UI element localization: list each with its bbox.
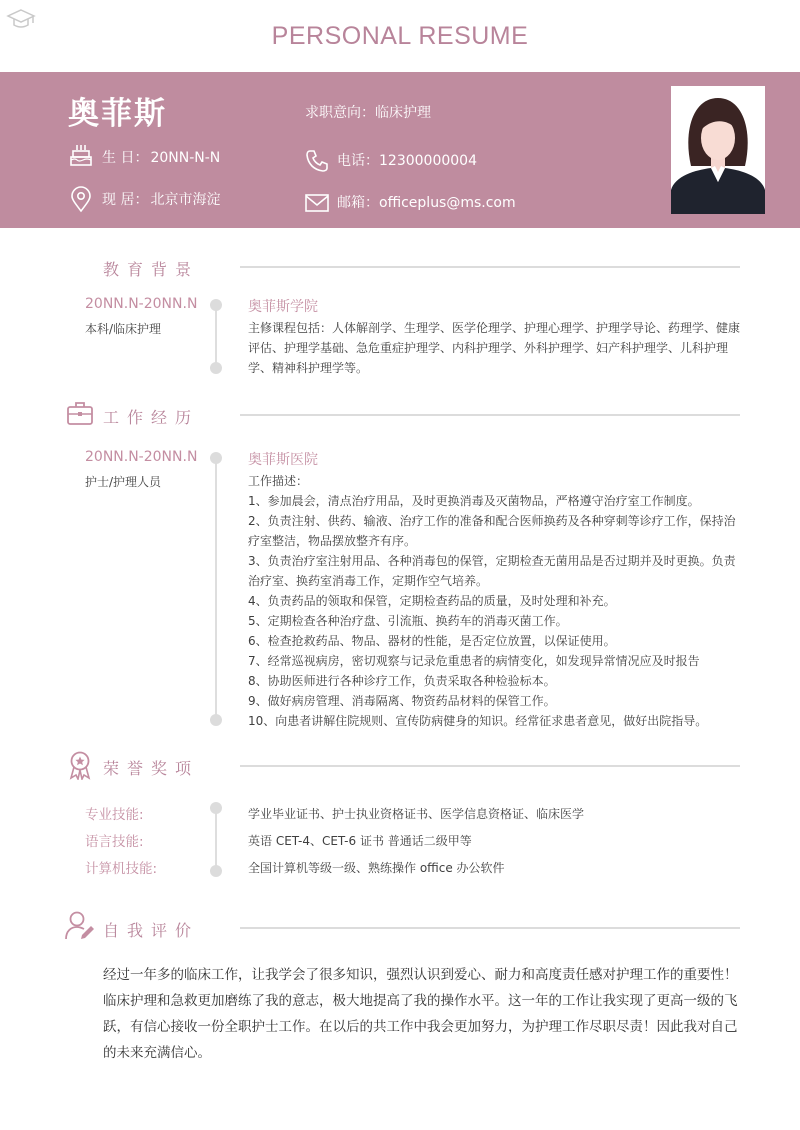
address-label: 现 居： [102, 192, 149, 208]
address-value: 北京市海淀 [150, 192, 221, 208]
birth-label: 生 日： [102, 150, 149, 166]
award-ribbon-icon [66, 750, 94, 780]
job-label: 求职意向： [305, 105, 375, 121]
list-item: 5、定期检查各种治疗盘、引流瓶、换药车的消毒灭菌工作。 [248, 614, 568, 628]
profile-photo [671, 86, 765, 214]
phone-label: 电话： [337, 153, 379, 169]
location-pin-icon [68, 186, 94, 214]
cake-icon [68, 142, 94, 168]
work-desc-label: 工作描述： [248, 474, 309, 488]
section-divider [240, 927, 740, 929]
candidate-name: 奥菲斯 [68, 96, 167, 132]
document-title: PERSONAL RESUME [271, 22, 529, 50]
briefcase-icon [66, 400, 94, 426]
skill-label-professional: 专业技能: [85, 807, 144, 823]
self-evaluation-text: 经过一年多的临床工作，让我学会了很多知识，强烈认识到爱心、耐力和高度责任感对护理工作的重要性！临床护理和急救更加磨练了我的意志，极大地提高了我的操作水平。这一年的工作让我实现了更高一级的飞跃，有信心接收一份全职护士工作。在以后的共工作中我会更加努力，为护理工作尽职尽责！因此我对自己的未来充满信心。 [103, 967, 738, 1061]
skill-value-professional: 学业毕业证书、护士执业资格证书、医学信息资格证、临床医学 [248, 807, 585, 821]
section-title-honors: 荣誉奖项 [103, 759, 200, 778]
education-courses: 主修课程包括：人体解剖学、生理学、医学伦理学、护理心理学、护理学导论、药理学、健康评估、护理学基础、急危重症护理学、内科护理学、外科护理学、妇产科护理学、儿科护理学、精神科护理学等。 [248, 321, 741, 375]
timeline-line [215, 458, 217, 720]
list-item: 3、负责治疗室注射用品、各种消毒包的保管，定期检查无菌用品是否过期并及时更换。负责治疗室、换药室消毒工作，定期作空气培养。 [248, 554, 736, 588]
work-description [248, 471, 740, 731]
timeline-dot [210, 452, 222, 464]
phone-value: 12300000004 [379, 153, 477, 169]
job-intention [305, 103, 431, 123]
education-degree: 本科/临床护理 [85, 322, 162, 336]
education-date: 20NN.N-20NN.N [85, 296, 198, 312]
timeline-dot [210, 802, 222, 814]
work-company: 奥菲斯医院 [248, 452, 318, 468]
skill-value-computer: 全国计算机等级一级、熟练操作 office 办公软件 [248, 861, 505, 875]
section-title-self: 自我评价 [103, 921, 200, 940]
section-divider [240, 414, 740, 416]
birth-info [102, 148, 220, 168]
timeline-dot [210, 299, 222, 311]
phone-icon [304, 148, 330, 174]
section-title-work: 工作经历 [103, 408, 200, 427]
section-divider [240, 765, 740, 767]
work-role: 护士/护理人员 [85, 475, 162, 489]
list-item: 2、负责注射、供药、输液、治疗工作的准备和配合医师换药及各种穿刺等诊疗工作，保持治疗室整洁，物品摆放整齐有序。 [248, 514, 736, 548]
list-item: 8、协助医师进行各种诊疗工作，负责采取各种检验标本。 [248, 674, 556, 688]
timeline-line [215, 305, 217, 368]
list-item: 9、做好病房管理、消毒隔离、物资药品材料的保管工作。 [248, 694, 556, 708]
envelope-icon [304, 193, 330, 213]
email-label: 邮箱： [337, 195, 379, 211]
list-item: 10、向患者讲解住院规则、宣传防病健身的知识。经常征求患者意见，做好出院指导。 [248, 714, 708, 728]
email-value: officeplus@ms.com [379, 195, 516, 211]
work-date: 20NN.N-20NN.N [85, 449, 198, 465]
skill-label-language: 语言技能: [85, 834, 144, 850]
email-info [337, 193, 516, 213]
timeline-dot [210, 714, 222, 726]
list-item: 6、检查抢救药品、物品、器材的性能，是否定位放置，以保证使用。 [248, 634, 616, 648]
skill-label-computer: 计算机技能: [85, 861, 158, 877]
education-school: 奥菲斯学院 [248, 299, 318, 315]
skill-value-language: 英语 CET-4、CET-6 证书 普通话二级甲等 [248, 834, 472, 848]
job-value: 临床护理 [375, 105, 431, 121]
phone-info [337, 151, 477, 171]
timeline-dot [210, 865, 222, 877]
list-item: 1、参加晨会，清点治疗用品，及时更换消毒及灭菌物品，严格遵守治疗室工作制度。 [248, 494, 700, 508]
section-divider [240, 266, 740, 268]
list-item: 7、经常巡视病房，密切观察与记录危重患者的病情变化，如发现异常情况应及时报告 [248, 654, 700, 668]
person-edit-icon [64, 910, 96, 942]
timeline-line [215, 808, 217, 871]
birth-value: 20NN-N-N [150, 150, 221, 166]
list-item: 4、负责药品的领取和保管，定期检查药品的质量，及时处理和补充。 [248, 594, 616, 608]
address-info [102, 190, 220, 210]
timeline-dot [210, 362, 222, 374]
section-title-education: 教育背景 [103, 260, 200, 279]
